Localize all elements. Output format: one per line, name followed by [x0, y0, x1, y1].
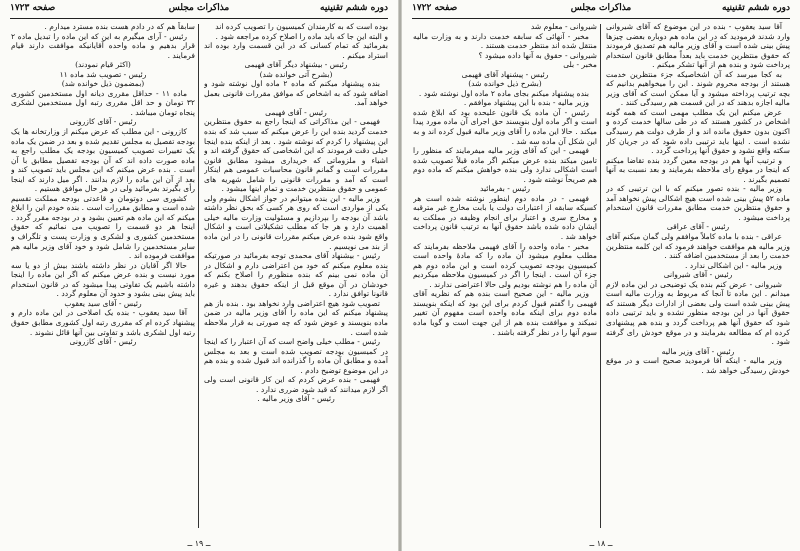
left-page [0, 0, 398, 551]
article-text: ماده ۱۱ - حداقل مقرری دیانه اول مستخدمین کشوری ۳۲ تومان و حد اقل مقرری رتبه اول مستخدمین لشکری پنجاه تومان میباشد . [11, 88, 195, 117]
paragraph: رئیس - آن ماده یک قانون علیحده بود که ابلاغ شده است و اگر ماده اول بنویسند حق اجرای آن ماده مورد پیدا میکند . حالا این ماده را آقای وزیر مالیه قبول کرده اند و به این شکل آن ماده سه شد . [413, 107, 597, 146]
paragraph: کازرونی - این مطلب که عرض میکنم از وزارتخانه ها یک بودجه تفصیل به مجلس تقدیم شده و بعد در ضمن یک ماده یک تغییرات تصویب کمیسیون بودجه یک مطلب راجع به ماده صورت داده اند که آن بودجه تفصیل مطابق با آن است . بنده عرض میکنم که این مجلس باید تصویب کند و بعد از آن این ماده را لازم بدانند . اگر میل دارند که اینجا رأی بگیرند بفرمائید ولی در هر حال موافق هستیم . [11, 127, 195, 194]
column-divider [198, 24, 199, 528]
speaker-heading: رئیس - بفرمائید [479, 184, 531, 194]
speaker-heading: رئیس - آقای کازرونی [69, 117, 137, 127]
speaker-heading: رئیس - آقای وزیر مالیه . [257, 394, 335, 404]
speaker-heading: رئیس - آقای کازرونی [69, 337, 137, 347]
paragraph: بوده است که به کارمندان کمیسیون را تصویب کرده اند [215, 22, 388, 31]
text-column-right [606, 22, 790, 530]
paragraph: فهیمی - بنده عرض کردم که این کار قانونی است ولی اگر لازم میدانند که قید شود ضرری ندارد . [204, 375, 388, 394]
paragraph: شیروانی - حقوق به آنها داده میشود ؟ [478, 50, 597, 60]
paragraph: و البته این جا که باید ماده را اصلاح کرده مراجعه شود . [215, 31, 388, 41]
paragraph: مخبر - آنهائی که سابقه خدمت دارند و به وزارت مالیه منتقل شده اند منتظر خدمت هستند . [413, 31, 597, 51]
right-page [402, 0, 800, 551]
paragraph: مخبر - بلی [563, 60, 597, 70]
header-rule [10, 18, 388, 19]
paragraph: سابقاً هم که در دادم هست بنده مسترد میدارم . [44, 22, 195, 31]
journal-title: مذاکرات مجلس [168, 3, 230, 13]
left-page-header [10, 3, 388, 16]
page-number-label: صفحه ۱۷۲۳ [10, 3, 56, 13]
header-rule [412, 18, 790, 19]
paragraph: مخبر - ماده واحده را آقای فهیمی ملاحظه بفرمایند که مطلب معلوم میشود آن ماده را که مادهٔ واحده است کمیسیون بودجه تصویب کرده است و این ماده دوم هم جزء آن است . اینجا را اگر در کمیسیون ملاحظه میکردیم آن ماده را هم نوشته بودیم ولی حالا اعتراضی ندارند . [413, 241, 597, 289]
paragraph: وزیر مالیه - این بنده میتوانم در جواز اشکال بشوم ولی یکی از مواردی است که روی هر کسی که بحق نظر داشته باشد آن بودجه را بپردازیم و مسئولیت وزارت مالیه خیلی اهمیت دارد و هر جا که مطلب تشکیلاتی است و اشکال واقع شود بنده عرض میکنم مقررات قانونی را در این ماده از بند می نویسیم . [204, 193, 388, 251]
paragraph: وزیر مالیه - اینکه آقا فرمودید صحیح است و در موقع خودش رسیدگی خواهد شد . [606, 356, 790, 375]
paragraph: و ترتیب آنها هم در بودجه معین گردد بنده تقاضا میکنم که اینجا در موقع رای ملاحظه بفرمایند و بعد نسبت به آنها تصمیم بگیرند . [606, 155, 790, 184]
right-page-header [412, 3, 790, 16]
speaker-heading: رئیس - آقای عراقی [666, 222, 730, 232]
paragraph: رئیس - مطلب خیلی واضح است که آن اعتبار را که اینجا در کمیسیون بودجه تصویب شده است و بعد به مجلس آمده و مطابق آن ماده را گذرانده اند قبول شده و بنده هم در این موضوع توضیح دادم . [204, 337, 388, 375]
paragraph: وزیر مالیه - این صحیح است بنده هم که نظریه آقای فهیمی را گفتم قبول کردم برای این بود که اینکه بنویسند ماده دوم برای اینکه ماده واحده است مفهوم آن تغییر نمیکند و موافقت بنده هم از این جهت است و گویا ماده سوم آنها را در نظر گرفته باشند . [413, 289, 597, 337]
proposal-text: بنده پیشنهاد میکنم که ماده ۲ ماده اول نوشته شود و اضافه شود که به اشخاص که موافق مقررات قانونی بعمل خواهد آمد. [204, 79, 388, 108]
paragraph: عراقی - بنده با ماده کاملاً موافقم ولی گمان میکنم آقای وزیر مالیه هم موافقت خواهند فرمود که این کلمه منتظرین خدمت را بعد از مستخدمین اضافه کنند . [606, 232, 790, 261]
page-number-label: صفحه ۱۷۲۲ [412, 3, 458, 13]
paragraph: رئیس - آرای میگیرم به این که این ماده را تبدیل ماده ۲ قرار بدهیم و ماده واحده آقایانیکه موافقت دارند قیام فرمایند . [11, 31, 195, 60]
paragraph: شیروانی - معلوم شد [530, 22, 597, 31]
paragraph: شیروانی - عرض کنم بنده یک توضیحی در این ماده لازم میدانم . این ماده تا آنجا که مربوط به وزارت مالیه است پیش بینی شده است ولی بعضی از ادارات دیگر هستند که حقوق آنها در این بودجه منظور نشده و باید ترتیبی داده شود که حقوق آنها هم پرداخت گردد و بنده هم پیشنهادی کرده ام که مطالعه بفرمایند و در موقع خودش رای گرفته شود . [606, 279, 790, 347]
speaker-heading: رئیس - آقای فهیمی [265, 107, 327, 117]
speaker-heading: رئیس - تصویب شد ماده ۱۱ [59, 69, 147, 79]
paragraph: فهیمی - در ماده دوم اینطور نوشته شده است هر کسیکه سابقه از اعتبارات دولت یا بابت مخارج غیر مترقبه و مخارج سری و اعتبار برای انجام وظیفه در مملکت به ایشان داده شده باشد حقوق آنها به ترتیب قانون پرداخت خواهد شد . [413, 193, 597, 242]
session-label: دوره ششم تقنینیه [722, 3, 790, 13]
paragraph: فهیمی - این که آقای وزیر مالیه میفرمایند که منظور را تامین میکند بنده عرض میکنم اگر ماده قبلاً تصویب شده است اشکالی ندارد ولی بنده خواهش میکنم که ماده دوم هم صریحاً نوشته شود . [413, 146, 597, 184]
page-footer-number: ــ ۱۸ ــ [589, 539, 613, 548]
speaker-heading: رئیس - آقای سید یعقوب [64, 298, 142, 308]
reading-note: (بمضمون ذیل خوانده شد) [61, 79, 145, 89]
text-column-left [11, 22, 195, 530]
text-column-right [204, 22, 388, 530]
reading-note: (اکثر قیام نمودند) [75, 60, 131, 70]
paragraph: به کجا میرسد که آن اشخاصیکه جزء منتظرین خدمت هستند از بودجه محروم شوند . این را میخواهیم بدانیم که بچه ترتیب پرداخته میشود و آیا ممکن است که آقای وزیر مالیه اجازه بدهند که در این قسمت هم رسیدگی کنند . [606, 69, 790, 108]
paragraph: کشوری سی دوتومان و قاعدتی بودجه مملکت تقسیم شده است و مطابق مقررات است . بنده خودم این را ابلاغ میکنم که این ماده هم تعیین بشود و در بودجه مقرر گردد . اینجا هر دو قسمت را تصویب می نمائیم که حقوق مستخدمین کشوری و لشکری و وزارت پست و تلگراف و سایر مستخدمین را شامل شود و خود آقای وزیر مالیه هم موافقت فرموده اند . [11, 193, 195, 261]
journal-title: مذاکرات مجلس [570, 3, 632, 13]
column-divider [600, 24, 601, 528]
speaker-heading: رئیس - آقای شیروانی [663, 270, 733, 280]
paragraph: وزیر مالیه - این اشکالی ندارد . [684, 260, 782, 270]
paragraph: بفرمائید که تمام کسانی که در این قسمت وارد بوده اند استراد میکنم . [204, 41, 388, 60]
text-column-left [413, 22, 597, 530]
paragraph: وزیر مالیه - بنده تصور میکنم که با این ترتیبی که در ماده ۵۲ پیش بینی شده است هیچ اشکالی پیش نخواهد آمد و حقوق منتظرین خدمت مطابق مقررات قانون استخدام پرداخت میشود . [606, 184, 790, 222]
paragraph: وزیر مالیه - بنده با این پیشنهاد موافقم . [463, 98, 589, 108]
paragraph: تصویب شود هیچ اعتراضی وارد نخواهد بود . بنده باز هم پیشنهاد میکنم که این ماده را آقای وزیر مالیه در ضمن ماده بنویسند و عوض شود که چه صورتی به قرار ملاحظه شده است . [204, 298, 388, 337]
paragraph: فهیمی - این مذاکراتی که اینجا راجع به حقوق منتظرین خدمت گردید بنده این را عرض میکنم که سبب شد که بنده این پیشنهاد را کردم که نوشته شود . بعد از اینکه بنده اینجا خیلی دقت فرمودند که این اشخاصی که حقوق گرفته اند و اشیاء و ملزوماتی که خریداری میشود مطابق قانون مقررات است و گمانم قانون محاسبات عمومی هم اینکار است که آمد و مقررات قانونی را شامل شهریه های عمومی و حقوق منتظرین خدمت و تمام اینها میشود . [204, 117, 388, 194]
speaker-heading: رئیس - بیشنهاد دیگر آقای فهیمی [244, 60, 348, 70]
paragraph: آقا سید یعقوب - بنده در این موضوع که آقای شیروانی وارد شدند فرمودید که در این ماده هم دوباره بعضی چیزها پیش بینی شده است و آقای وزیر مالیه هم تصدیق فرمودند که حقوق منتظرین خدمت باید بعداً مطابق قانون استخدام پرداخت شود و بنده هم از آنها تشکر میکنم . [606, 22, 790, 70]
paragraph: عرض میکنم این یک مطلب مهمی است که همه گونه اشخاص در کشور هستند که در طی سالها خدمت کرده و اکنون بدون حقوق مانده اند و از طرف دولت هم رسیدگی نشده است . اینها باید ترتیبی داده شود که در جریان کار سکته واقع نشود و حقوق آنها پرداخت گردد . [606, 107, 790, 156]
speaker-heading: رئیس - پیشنهاد آقای فهیمی [461, 69, 549, 79]
reading-note: (بشرح ذیل خوانده شد) [468, 79, 542, 89]
reading-note: (بشرح آتی خوانده شد) [259, 69, 333, 79]
paragraph: آقا سید یعقوب - بنده یک اصلاحی در این ماده دارم و پیشنهاد کرده ام که مقرری رتبه اول کشوری مطابق حقوق رتبه اول لشکری باشد و تفاوتی بین آنها قائل نشوند . [11, 308, 195, 337]
proposal-text: بنده پیشنهاد میکنم بجای ماده ۲ ماده اول نوشته شود . [418, 88, 589, 98]
paragraph: حالا اگر آقایان در نظر داشته باشند بیش از دو یا سه مورد نیست و بنده عرض میکنم که اگر این ماده را اینجا داشته باشیم یک تفاوتی پیدا میشود که در قانون استخدام باید پیش بینی بشود و حدود آن معلوم گردد . [11, 260, 195, 299]
page-footer-number: ــ ۱۹ ــ [187, 539, 211, 548]
session-label: دوره ششم تقنینیه [320, 3, 388, 13]
speaker-heading: رئیس - آقای وزیر مالیه [661, 346, 735, 356]
paragraph: رئیس - بیشنهاد آقای محمدی توجه بفرمائید در صورتیکه بنده معلوم میکنم که خود من اعتراضی دارم و اشکال در آن ماده نمی بینم که بنده منظورم را اصلاح بکنم که خودشان در آن موقع قبل از اینکه حقوق بدهند و غیره قانونا توافق ندارد . [204, 251, 388, 299]
